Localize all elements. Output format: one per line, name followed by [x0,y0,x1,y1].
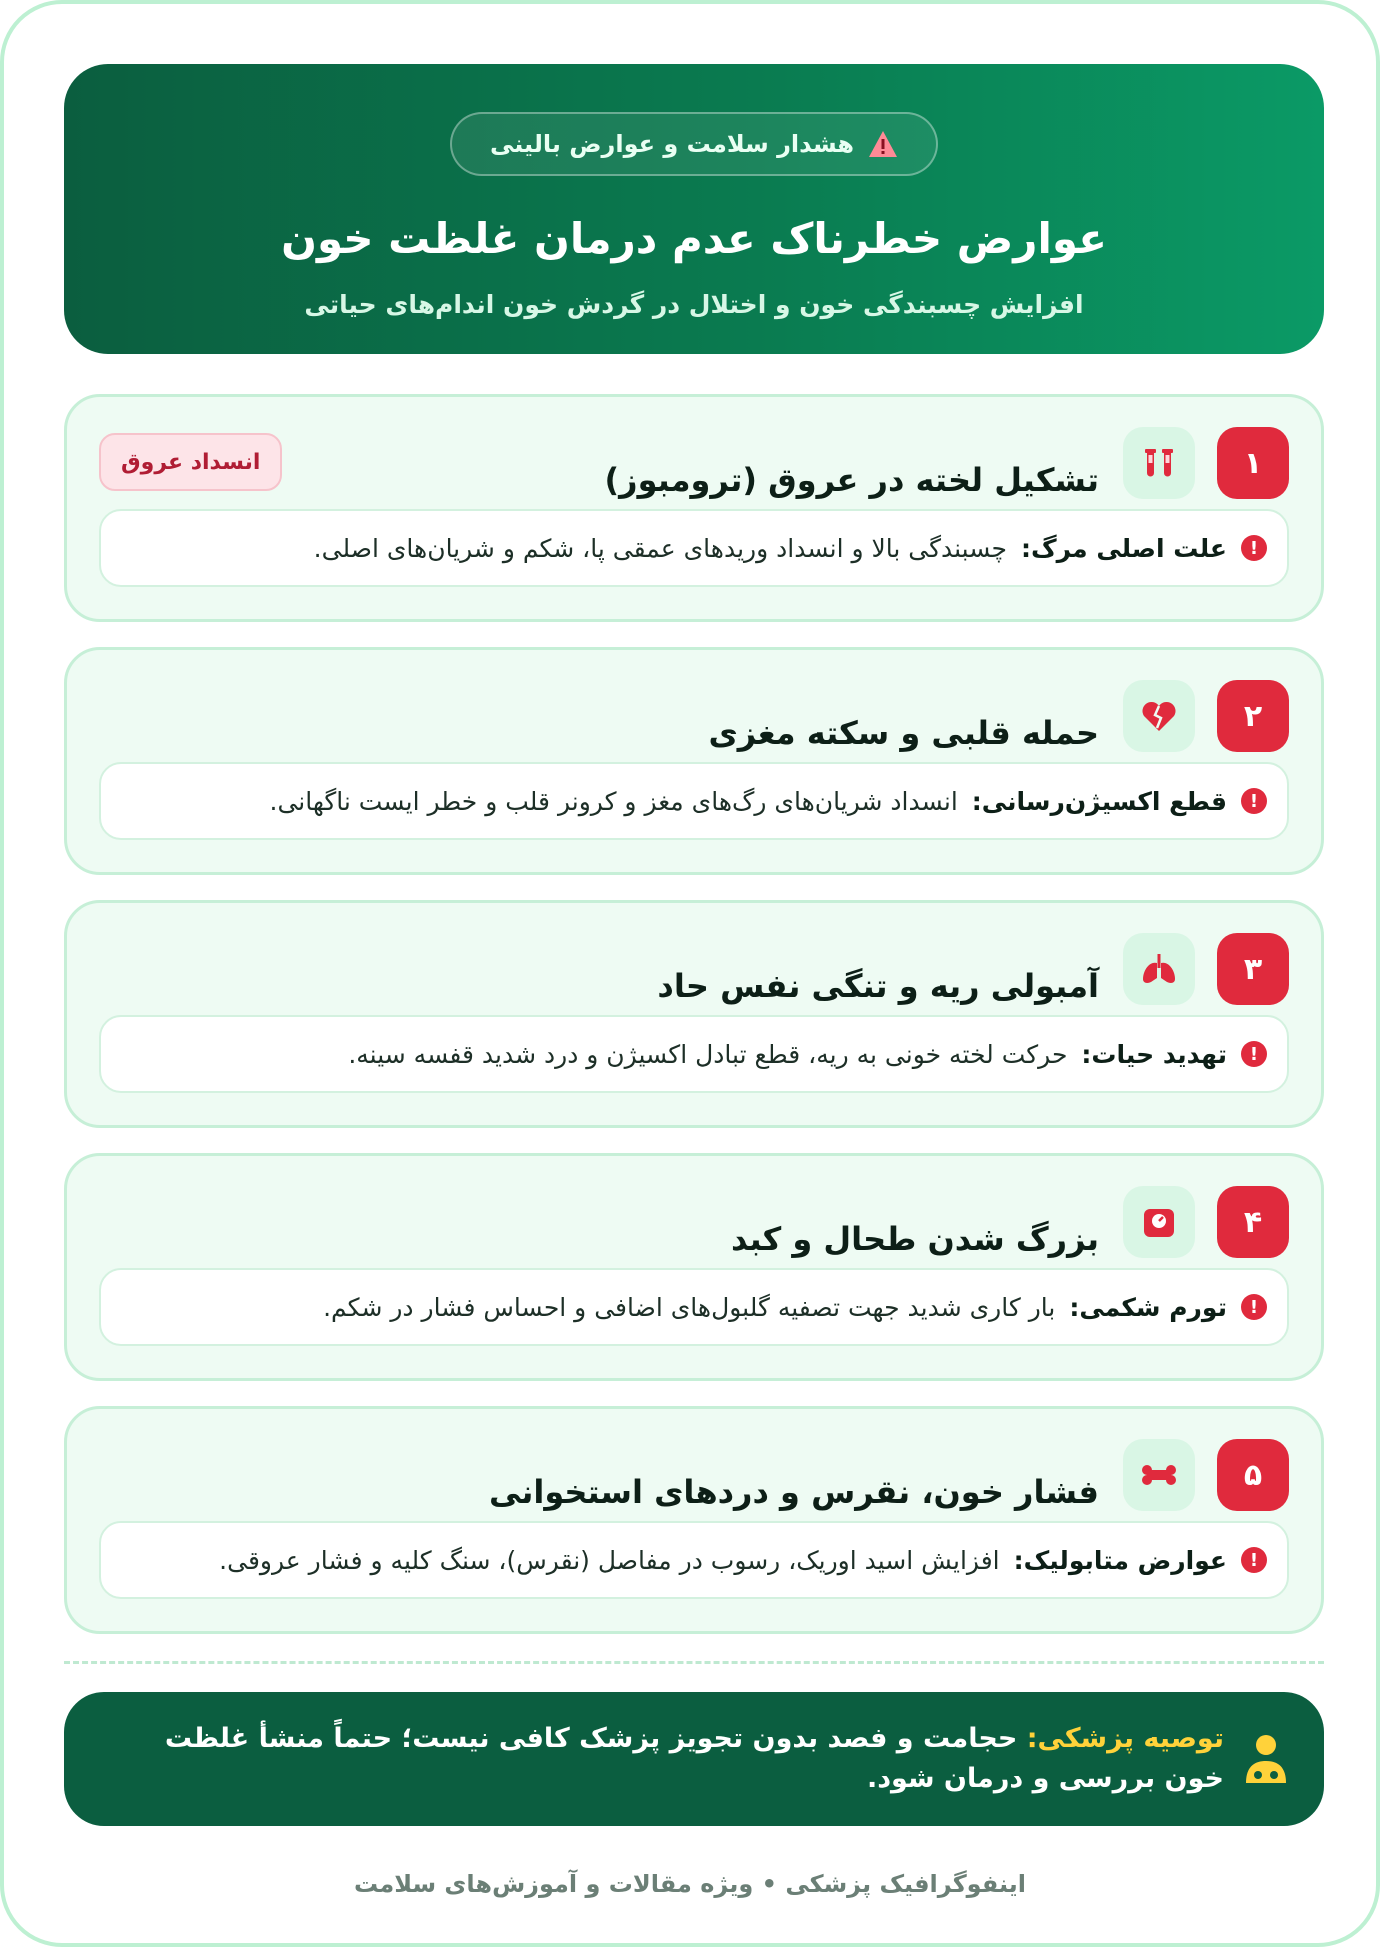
complication-card-2 [64,647,1324,875]
alert-circle-icon: ! [1241,788,1267,814]
test-tubes-icon [1139,443,1179,483]
card-title: بزرگ شدن طحال و کبد [731,1220,1099,1258]
advice-label: توصیه پزشکی: [1026,1723,1224,1754]
detail-text: حرکت لخته خونی به ریه، قطع تبادل اکسیژن و درد شدید قفسه سینه. [348,1039,1068,1069]
card-icon-box [1123,1186,1195,1258]
detail-text: چسبندگی بالا و انسداد وریدهای عمقی پا، شکم و شریان‌های اصلی. [313,533,1007,563]
complication-card-3 [64,900,1324,1128]
card-icon-box [1123,427,1195,499]
card-detail [99,762,1289,840]
detail-text: افزایش اسید اوریک، رسوب در مفاصل (نقرس)، سنگ کلیه و فشار عروقی. [219,1545,1000,1575]
alert-circle-icon: ! [1241,1041,1267,1067]
page-title: عوارض خطرناک عدم درمان غلظت خون [281,214,1107,263]
card-detail [99,509,1289,587]
doctor-icon [1242,1731,1290,1787]
footer-caption: اینفوگرافیک پزشکی • ویژه مقالات و آموزش‌های سلامت [353,1870,1027,1898]
alert-circle-icon: ! [1241,535,1267,561]
detail-text: بار کاری شدید جهت تصفیه گلبول‌های اضافی و احساس فشار در شکم. [323,1292,1056,1322]
lungs-icon [1139,949,1179,989]
detail-text: انسداد شریان‌های رگ‌های مغز و کرونر قلب و خطر ایست ناگهانی. [269,786,958,816]
card-icon-box [1123,933,1195,1005]
card-number-badge: ۴ [1217,1186,1289,1258]
section-divider [64,1661,1324,1664]
bone-icon [1139,1455,1179,1495]
medical-advice-box [64,1692,1324,1826]
warning-triangle-icon [868,130,898,158]
card-title: حمله قلبی و سکته مغزی [708,714,1099,752]
broken-heart-icon [1139,696,1179,736]
detail-label: علت اصلی مرگ: [1020,533,1227,563]
advice-text [104,1719,1224,1799]
weight-scale-icon [1139,1202,1179,1242]
card-detail [99,1268,1289,1346]
card-number-badge: ۵ [1217,1439,1289,1511]
header-badge-label: هشدار سلامت و عوارض بالینی [489,130,855,158]
detail-label: قطع اکسیژن‌رسانی: [971,786,1227,816]
card-title: فشار خون، نقرس و دردهای استخوانی [488,1473,1099,1511]
advice-body: حجامت و فصد بدون تجویز پزشک کافی نیست؛ حتماً منشأ غلظت خون بررسی و درمان شود. [164,1723,1224,1794]
complication-card-4 [64,1153,1324,1381]
complication-card-1 [64,394,1324,622]
card-icon-box [1123,680,1195,752]
complication-card-5 [64,1406,1324,1634]
header-badge [450,112,938,176]
detail-label: تورم شکمی: [1069,1292,1227,1322]
card-tag: انسداد عروق [99,433,282,491]
detail-label: عوارض متابولیک: [1013,1545,1227,1575]
header-banner [64,64,1324,354]
alert-circle-icon: ! [1241,1294,1267,1320]
card-detail [99,1521,1289,1599]
card-number-badge: ۲ [1217,680,1289,752]
page-subtitle: افزایش چسبندگی خون و اختلال در گردش خون اندام‌های حیاتی [304,290,1084,319]
detail-label: تهدید حیات: [1081,1039,1227,1069]
card-number-badge: ۱ [1217,427,1289,499]
card-detail [99,1015,1289,1093]
card-icon-box [1123,1439,1195,1511]
alert-circle-icon: ! [1241,1547,1267,1573]
card-title: تشکیل لخته در عروق (ترومبوز) [604,461,1099,499]
card-number-badge: ۳ [1217,933,1289,1005]
card-title: آمبولی ریه و تنگی نفس حاد [657,967,1099,1005]
